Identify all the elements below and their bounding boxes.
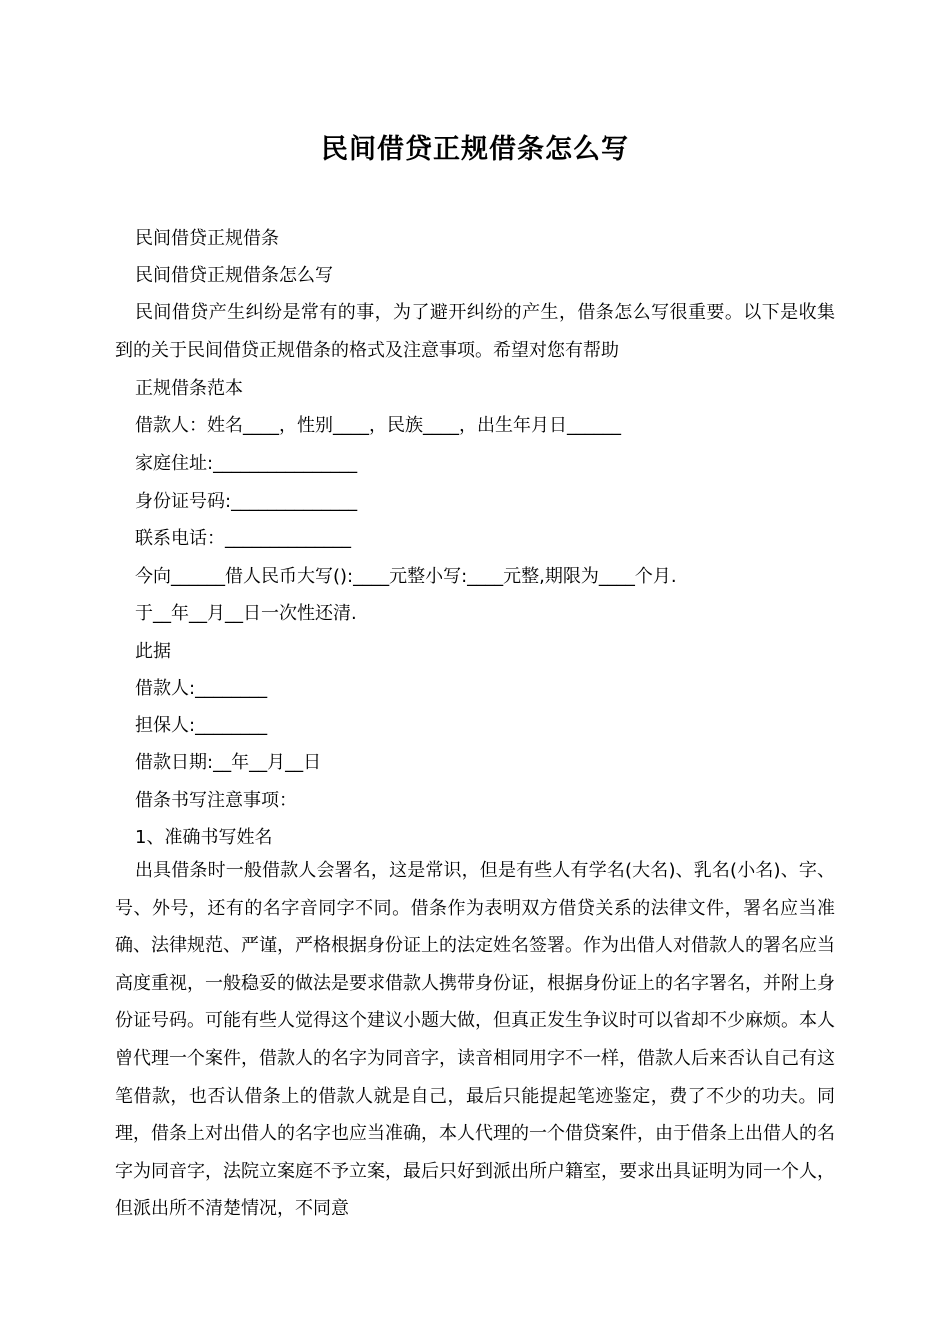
note1-paragraph: 出具借条时一般借款人会署名，这是常识，但是有些人有学名(大名)、乳名(小名)、字、号、外号，还有的名字音同字不同。借条作为表明双方借贷关系的法律文件，署名应当准确、法律规范、严谨，严格根据身份证上的法定姓名签署。作为出借人对借款人的署名应当高度重视，一般稳妥的做法是要求借款人携带身份证，根据身份证上的名字署名，并附上身份证号码。可能有些人觉得这个建议小题大做，但真正发生争议时可以省却不少麻烦。本人曾代理一个案件，借款人的名字为同音字，读音相同用字不一样，借款人后来否认自己有这笔借款，也否认借条上的借款人就是自己，最后只能提起笔迹鉴定，费了不少的功夫。同理，借条上对出借人的名字也应当准确，本人代理的一个借贷案件，由于借条上出借人的名字为同音字，法院立案庭不予立案，最后只好到派出所户籍室，要求出具证明为同一个人，但派出所不清楚情况，不同意 [115,860,835,1220]
id-number-line: 身份证号码:______________ [135,491,358,512]
borrower-info-line: 借款人：姓名____，性别____，民族____，出生年月日______ [135,415,621,436]
notes-heading: 借条书写注意事项： [135,790,297,811]
guarantor-sign-line: 担保人:________ [135,715,268,736]
amount-line: 今向______借人民币大写():____元整小写:____元整,期限为____个月. [135,566,677,587]
subtitle-line-2: 民间借贷正规借条怎么写 [135,265,333,286]
template-heading: 正规借条范本 [135,378,243,399]
subtitle-line: 民间借贷正规借条 [135,228,279,249]
phone-line: 联系电话：______________ [135,528,351,549]
loan-date-line: 借款日期:__年__月__日 [135,752,322,773]
address-line: 家庭住址:________________ [135,453,358,474]
hereby-line: 此据 [135,641,171,662]
repay-line: 于__年__月__日一次性还清. [135,603,357,624]
note1-heading: 1、准确书写姓名 [135,827,273,848]
intro-paragraph: 民间借贷产生纠纷是常有的事，为了避开纠纷的产生，借条怎么写很重要。以下是收集到的关于民间借贷正规借条的格式及注意事项。希望对您有帮助 [115,302,835,361]
document-title: 民间借贷正规借条怎么写 [321,134,629,165]
borrower-sign-line: 借款人:________ [135,678,268,699]
